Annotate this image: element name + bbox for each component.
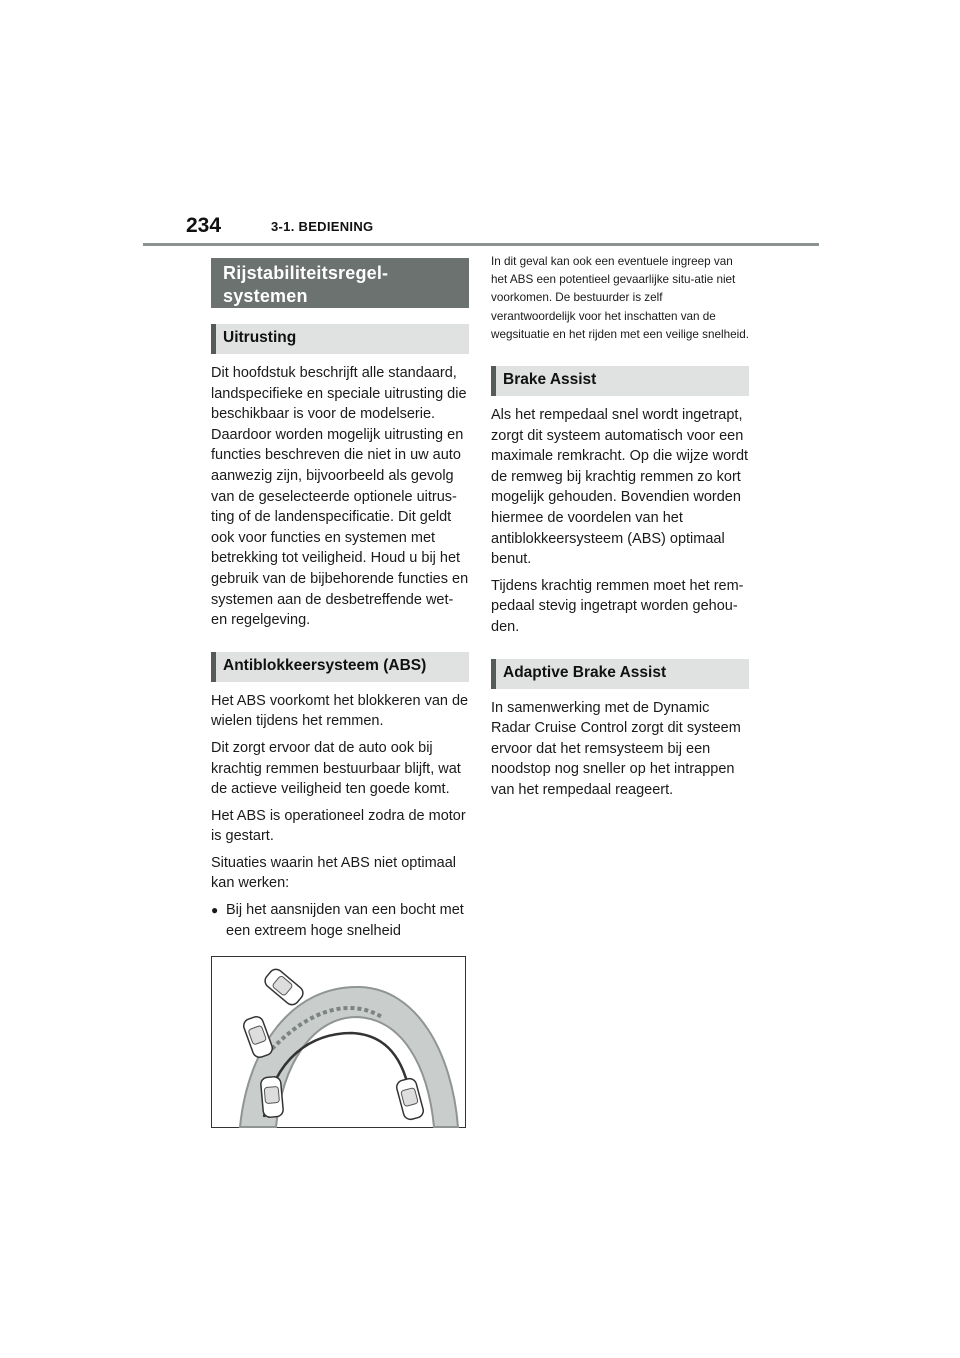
adaptive-brake-assist-paragraph: In samenwerking met de Dynamic Radar Cruise Control zorgt dit systeem ervoor dat het remsysteem bij een noodstop nog sneller op het intrappen van het rempedaal reageert.: [491, 699, 741, 798]
left-column: [211, 258, 469, 1128]
heading-uitrusting: Uitrusting: [211, 324, 469, 354]
curve-drawing: [212, 957, 467, 1129]
car-sliding: [242, 1015, 274, 1059]
uitrusting-text: Dit hoofdstuk beschrijft alle standaard, landspecifieke en speciale uitrusting die beschikbaar is voor de modelserie. Daardoor worden mogelijk uitrusting en functies beschreven die niet in uw auto aanwezig zijn, bijvoorbeeld als gevolg van de geselecteerde optionele uitrus-ting of de landenspecificatie. Dit geldt ook voor functies en systemen met betrekking tot veiligheid. Houd u bij het gebruik van de bijbehorende functies en systemen aan de desbetreffende wet- en regelgeving.: [211, 365, 469, 629]
brake-assist-paragraph-1: Als het rempedaal snel wordt ingetrapt, zorgt dit systeem automatisch voor een maximale remkracht. Op die wijze wordt de remweg bij krachtig remmen zo kort mogelijk gehouden. Bovendien worden hiermee de voordelen van het antiblokkeersysteem (ABS) optimaal benut.: [491, 407, 749, 568]
abs-paragraph-2: Dit zorgt ervoor dat de auto ook bij krachtig remmen bestuurbaar blijft, wat de actieve veiligheid ten goede komt.: [211, 739, 461, 798]
bullet-icon: ●: [211, 903, 219, 918]
heading-adaptive-brake-assist: Adaptive Brake Assist: [491, 659, 749, 689]
heading-abs: Antiblokkeersysteem (ABS): [211, 652, 469, 682]
heading-brake-assist: Brake Assist: [491, 366, 749, 396]
abs-paragraph-4: Situaties waarin het ABS niet optimaal kan werken:: [211, 854, 457, 892]
car-left-lane: [260, 1076, 283, 1118]
right-column: [491, 253, 749, 801]
car-right-lane: [395, 1077, 425, 1121]
chapter-title: Rijstabiliteitsregel- systemen: [211, 258, 469, 308]
page-number: 234: [186, 214, 222, 237]
header-divider: [143, 243, 819, 246]
abs-bullet-item: [211, 900, 469, 941]
brake-assist-paragraph-2: Tijdens krachtig remmen moet het rem-pedaal stevig ingetrapt worden gehou-den.: [491, 577, 744, 635]
car-outer-top: [262, 967, 305, 1008]
section-label: 3-1. BEDIENING: [271, 219, 374, 234]
curve-illustration: [211, 956, 466, 1128]
abs-paragraph-1: Het ABS voorkomt het blokkeren van de wielen tijdens het remmen.: [211, 692, 469, 730]
abs-bullet-text: Bij het aansnijden van een bocht met een extreem hoge snelheid: [226, 902, 464, 939]
abs-paragraph-3: Het ABS is operationeel zodra de motor is gestart.: [211, 807, 466, 845]
abs-note: In dit geval kan ook een eventuele ingreep van het ABS een potentieel gevaarlijke situ-atie niet voorkomen. De bestuurder is zelf verantwoordelijk voor het inschatten van de wegsituatie en het rijden met een veilige snelheid.: [491, 255, 749, 341]
